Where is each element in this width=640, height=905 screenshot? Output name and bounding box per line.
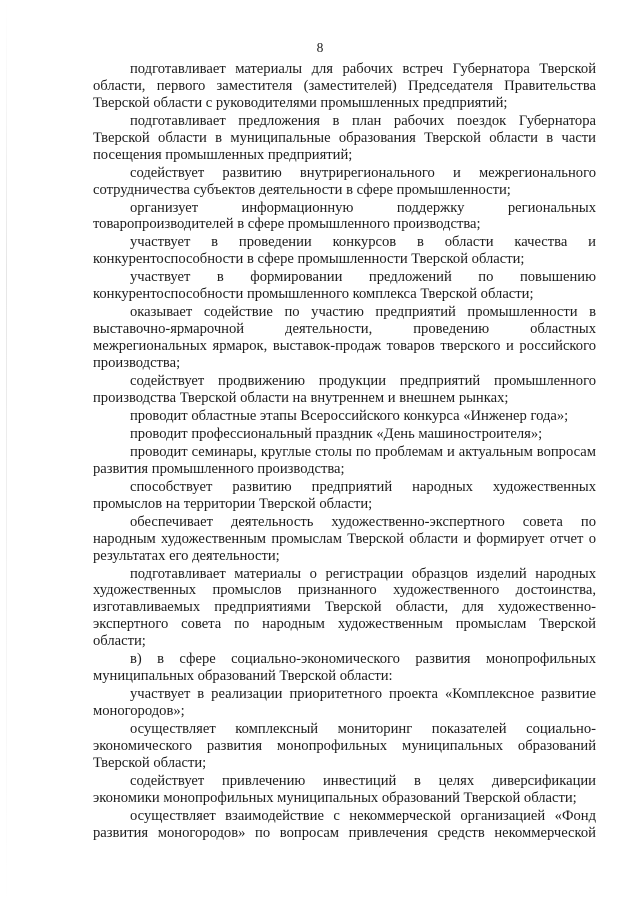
paragraph: обеспечивает деятельность художественно-экспертного совета по народным художественным промыслам Тверской области и формирует отчет о результатах его деятельности; bbox=[93, 513, 596, 564]
paragraph: содействует привлечению инвестиций в целях диверсификации экономики монопрофильных муниципальных образований Тверской области; bbox=[93, 772, 596, 806]
page-number: 8 bbox=[316, 40, 324, 55]
paragraph: подготавливает предложения в план рабочих поездок Губернатора Тверской области в муниципальные образования Тверской области в части посещения промышленных предприятий; bbox=[93, 112, 596, 163]
paragraph: участвует в проведении конкурсов в области качества и конкурентоспособности в сфере промышленности Тверской области; bbox=[93, 234, 596, 268]
section-heading: в) в сфере социально-экономического развития монопрофильных муниципальных образований Тверской области: bbox=[93, 651, 596, 685]
document-body bbox=[93, 61, 596, 843]
paragraph: проводит областные этапы Всероссийского конкурса «Инженер года»; bbox=[130, 407, 569, 424]
paragraph: подготавливает материалы о регистрации образцов изделий народных художественных промыслов признанного художественного достоинства, изготавливаемых предприятиями Тверской области, для художественно-экспертного совета по народным художественным промыслам Тверской области; bbox=[93, 565, 596, 650]
paragraph: проводит профессиональный праздник «День машиностроителя»; bbox=[130, 425, 543, 442]
paragraph: способствует развитию предприятий народных художественных промыслов на территории Тверской области; bbox=[93, 478, 596, 512]
paragraph: осуществляет комплексный мониторинг показателей социально-экономического развития монопрофильных муниципальных образований Тверской области; bbox=[93, 720, 596, 771]
paragraph: оказывает содействие по участию предприятий промышленности в выставочно-ярмарочной деятельности, проведению областных межрегиональных ярмарок, выставок-продаж товаров тверского и российского производства; bbox=[93, 304, 596, 371]
paragraph: содействует продвижению продукции предприятий промышленного производства Тверской области на внутреннем и внешнем рынках; bbox=[93, 372, 596, 406]
paragraph: подготавливает материалы для рабочих встреч Губернатора Тверской области, первого заместителя (заместителей) Председателя Правительства Тверской области с руководителями промышленных предприятий; bbox=[93, 61, 596, 111]
paragraph: осуществляет взаимодействие с некоммерческой организацией «Фонд развития моногородов» по вопросам привлечения средств некоммерческой bbox=[93, 807, 596, 841]
paragraph: содействует развитию внутрирегионального и межрегионального сотрудничества субъектов деятельности в сфере промышленности; bbox=[93, 164, 596, 198]
paragraph: проводит семинары, круглые столы по проблемам и актуальным вопросам развития промышленного производства; bbox=[93, 443, 596, 477]
paragraph: организует информационную поддержку региональных товаропроизводителей в сфере промышленного производства; bbox=[93, 199, 596, 233]
scan-edge-line bbox=[6, 0, 7, 905]
paragraph: участвует в формировании предложений по повышению конкурентоспособности промышленного комплекса Тверской области; bbox=[93, 269, 596, 303]
paragraph: участвует в реализации приоритетного проекта «Комплексное развитие моногородов»; bbox=[93, 686, 596, 719]
